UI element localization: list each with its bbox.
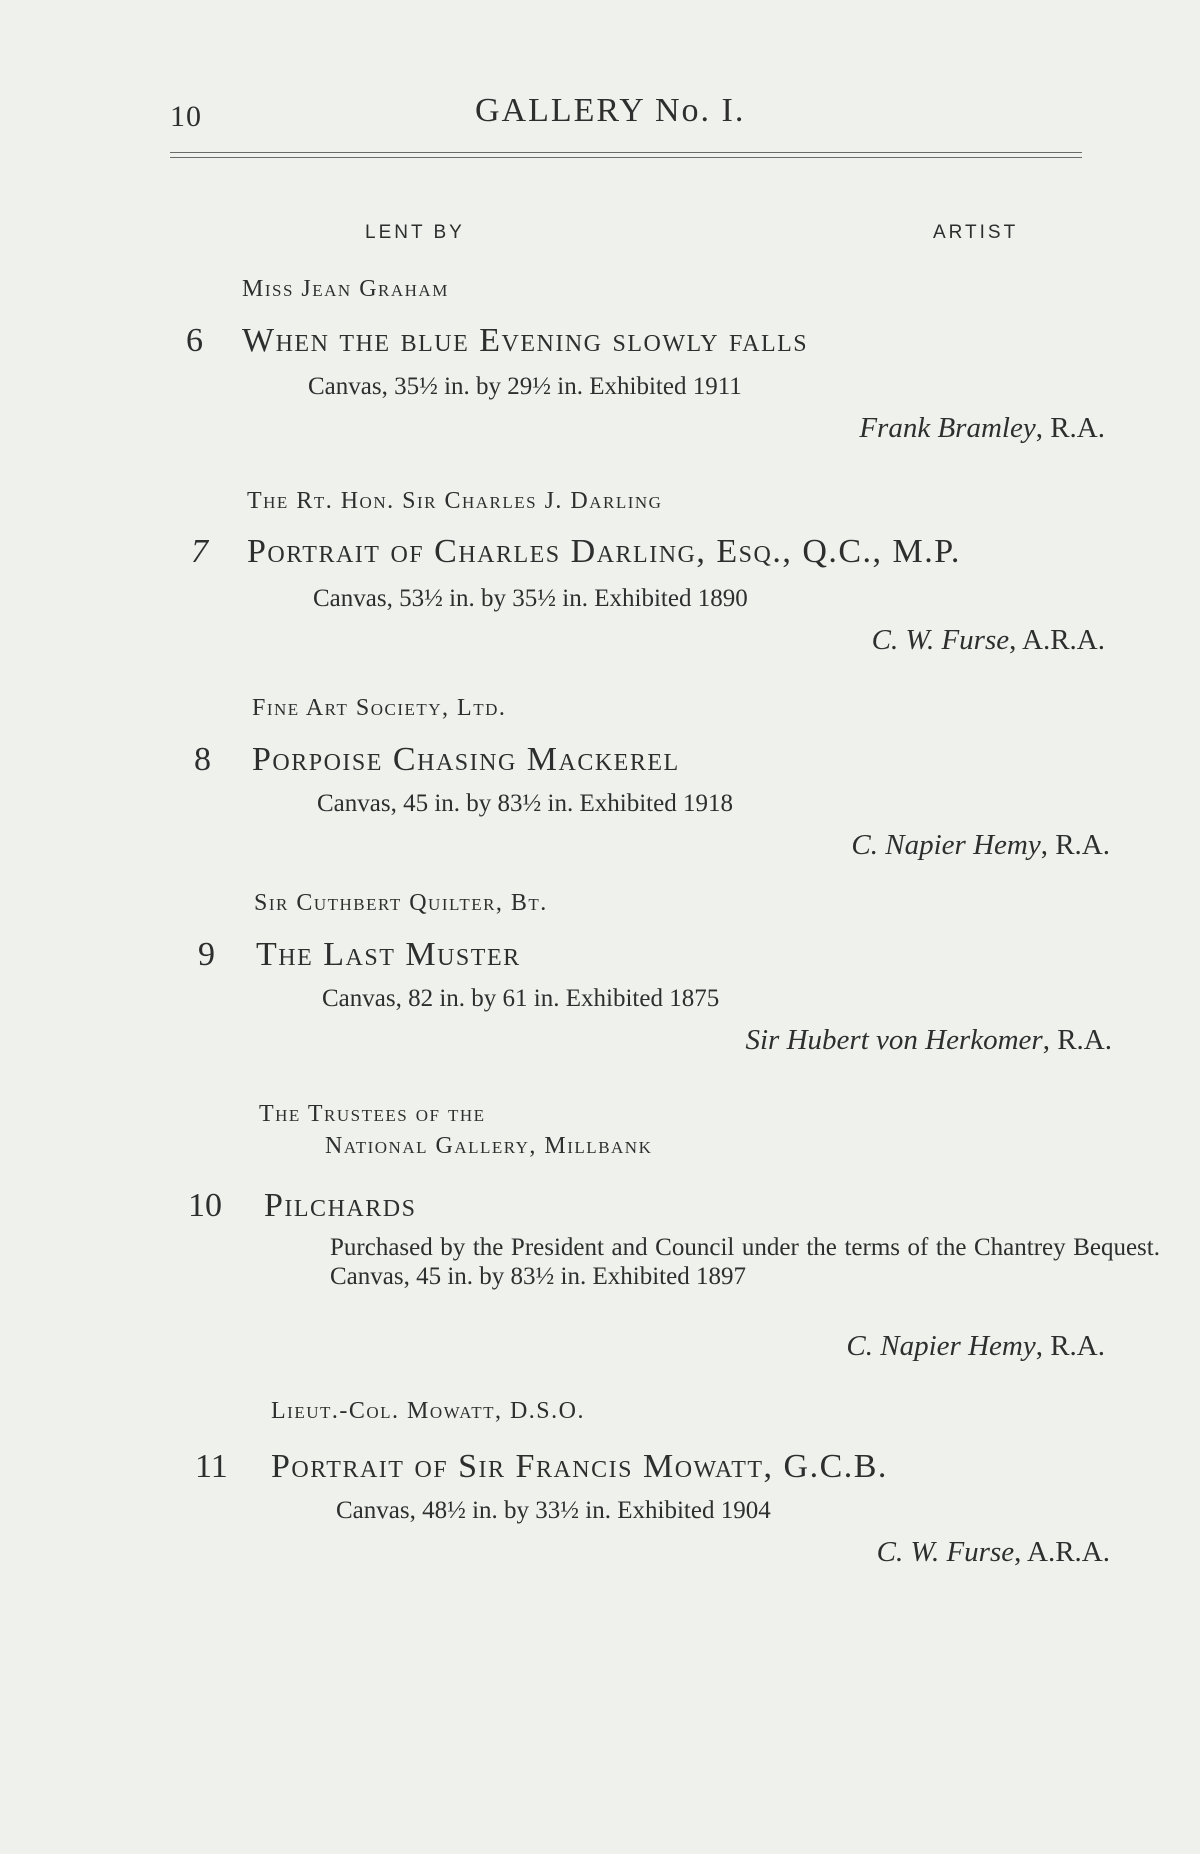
entry-title: Portrait of Sir Francis Mowatt, G.C.B.: [271, 1448, 888, 1485]
entry-description: Canvas, 48½ in. by 33½ in. Exhibited 1904: [336, 1497, 771, 1524]
entry-description: Canvas, 82 in. by 61 in. Exhibited 1875: [322, 985, 720, 1012]
entry-artist: [859, 412, 1105, 445]
running-title: GALLERY No. I.: [475, 92, 746, 129]
lender: Sir Cuthbert Quilter, Bt.: [254, 890, 548, 916]
entry-artist: [872, 624, 1105, 657]
entry-description: Canvas, 45 in. by 83½ in. Exhibited 1918: [317, 790, 733, 817]
entry-number: 10: [188, 1187, 222, 1224]
entry-number: 8: [194, 741, 211, 778]
entry-number: 7: [191, 533, 208, 570]
entry-description: Purchased by the President and Council under the terms of the Chantrey Bequest. Canvas, 45 in. by 83½ in. Exhibited 1897: [330, 1234, 1160, 1290]
column-heading-artist: ARTIST: [933, 222, 1019, 243]
artist-name: C. W. Furse: [871, 624, 1010, 656]
entry-title: When the blue Evening slowly falls: [242, 322, 809, 359]
artist-name: C. Napier Hemy: [851, 829, 1041, 861]
entry-artist: [877, 1536, 1110, 1569]
artist-suffix: , R.A.: [1042, 1024, 1112, 1056]
lender: The Trustees of the: [259, 1101, 486, 1127]
entry-artist: [746, 1024, 1113, 1057]
lender-line-2: National Gallery, Millbank: [325, 1133, 653, 1159]
entry-description: Canvas, 35½ in. by 29½ in. Exhibited 1911: [308, 373, 742, 400]
entry-title: The Last Muster: [256, 936, 521, 973]
artist-suffix: , A.R.A.: [1014, 1536, 1110, 1568]
artist-suffix: , R.A.: [1035, 1330, 1105, 1362]
artist-name: Sir Hubert von Herkomer: [745, 1024, 1043, 1056]
artist-suffix: , R.A.: [1040, 829, 1110, 861]
column-heading-lent-by: LENT BY: [365, 222, 465, 243]
entry-title: Portrait of Charles Darling, Esq., Q.C., M.P.: [247, 533, 961, 570]
lender: Fine Art Society, Ltd.: [252, 695, 507, 721]
page-number: 10: [170, 100, 202, 133]
entry-artist: [846, 1330, 1105, 1363]
header-rule-top: [170, 152, 1082, 153]
entry-number: 9: [198, 936, 215, 973]
artist-suffix: , A.R.A.: [1009, 624, 1105, 656]
entry-number: 6: [186, 322, 203, 359]
entry-title: Pilchards: [264, 1187, 417, 1224]
artist-name: C. W. Furse: [876, 1536, 1015, 1568]
lender: The Rt. Hon. Sir Charles J. Darling: [247, 488, 663, 514]
entry-artist: [851, 829, 1110, 862]
entry-number: 11: [195, 1448, 228, 1485]
entry-description: Canvas, 53½ in. by 35½ in. Exhibited 1890: [313, 585, 748, 612]
artist-suffix: , R.A.: [1035, 412, 1105, 444]
header-rule-bottom: [170, 157, 1082, 158]
lender: Miss Jean Graham: [242, 276, 449, 302]
lender: Lieut.-Col. Mowatt, D.S.O.: [271, 1398, 585, 1424]
artist-name: C. Napier Hemy: [846, 1330, 1036, 1362]
entry-title: Porpoise Chasing Mackerel: [252, 741, 680, 778]
artist-name: Frank Bramley: [859, 412, 1036, 444]
